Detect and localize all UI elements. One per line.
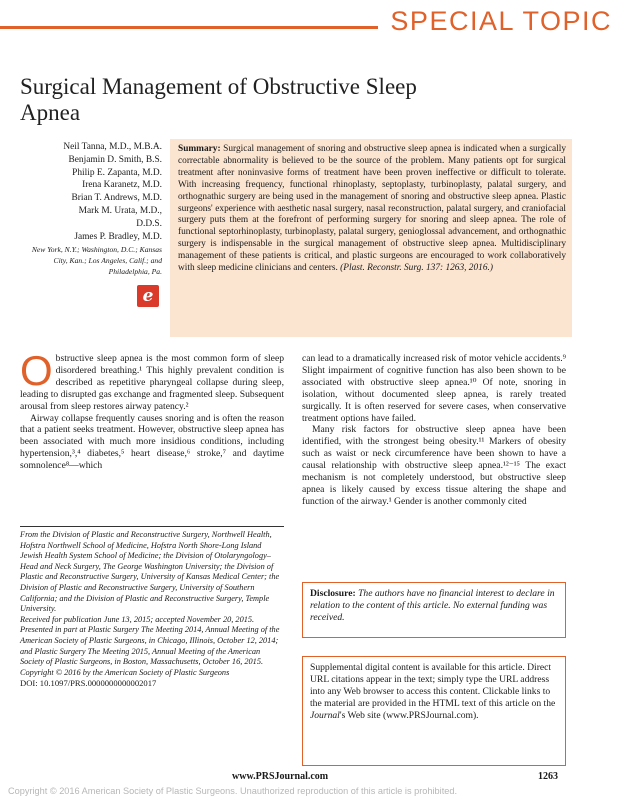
author-name: Philip E. Zapanta, M.D.	[72, 167, 162, 178]
affiliation-from: From the Division of Plastic and Reconstructive Surgery, Northwell Health, Hofstra Northwell School of Medicine, Hofstra North Shore-Long Island Jewish Health System School of Medicine; the Division of Otolaryngology–Head and Neck Surgery, The George Washington University; the Division of Plastic and Reconstructive Surgery, University of Kansas Medical Center; the Division of Plastic and Reconstructive Surgery, University of Southern California; and the Division of Plastic and Reconstructive Surgery, Temple University.	[20, 530, 280, 614]
summary-text: Surgical management of snoring and obstructive sleep apnea is indicated when a surgically correctable abnormality is believed to be the source of the problem. Many patients opt for surgical treatment after noninvasive forms of treatment have been proven ineffective or difficult to tolerate. With increasing frequency, functional rhinoplasty, septoplasty, turbinoplasty, palatal surgery, and orthognathic surgery are being used in the management of snoring and obstructive sleep apnea. Plastic surgeons' experience with aesthetic nasal surgery, nasal reconstruction, palatal surgery, and craniofacial surgery puts them at the forefront of performing surgery for snoring and sleep apnea. The role of functional septorhinoplasty, turbinoplasty, palatal surgery, genioglossal advancement, and orthognathic surgery is indispensable in the surgical management of obstructive sleep apnea. Multidisciplinary management of these patients is critical, and plastic surgeons are encouraged to work collaboratively with sleep medicine clinicians and centers.	[178, 144, 566, 274]
supplemental-content-box	[302, 656, 566, 766]
article-title: Surgical Management of Obstructive Sleep Apnea	[20, 74, 417, 125]
summary-citation: (Plast. Reconstr. Surg. 137: 1263, 2016.)	[340, 263, 493, 274]
drop-cap: O	[20, 347, 53, 394]
author-name: Benjamin D. Smith, B.S.	[68, 154, 162, 165]
author-name: Brian T. Andrews, M.D.	[71, 193, 162, 204]
disclosure-label: Disclosure:	[310, 588, 356, 599]
body-paragraph: Airway collapse frequently causes snoring and is often the reason that a patient seeks treatment. However, obstructive sleep apnea has been associated with much more insidious conditions, including hypertension,³,⁴ diabetes,⁵ heart disease,⁶ stroke,⁷ and daytime somnolence⁸—which	[20, 412, 284, 472]
abstract-box	[170, 139, 572, 337]
electronic-content-icon[interactable]: e	[137, 285, 159, 307]
section-banner	[0, 0, 618, 40]
author-name: Mark M. Urata, M.D.,	[78, 205, 162, 216]
author-name: Neil Tanna, M.D., M.B.A.	[63, 142, 162, 152]
summary-label: Summary:	[178, 144, 221, 154]
presented-note: Presented in part at Plastic Surgery The Meeting 2014, Annual Meeting of the American Society of Plastic Surgeons, in Chicago, Illinois, October 12, 2014; and Plastic Surgery The Meeting 2015, Annual Meeting of the American Society of Plastic Surgeons, in Boston, Massachusetts, October 16, 2015.	[20, 625, 280, 667]
copyright-note: Copyright © 2016 by the American Society of Plastic Surgeons	[20, 667, 230, 677]
footer-url[interactable]: www.PRSJournal.com	[232, 771, 329, 782]
journal-word: Journal	[310, 709, 340, 721]
body-column-left	[20, 347, 284, 472]
supplemental-link-text[interactable]: 's Web site (www.PRSJournal.com).	[339, 709, 479, 721]
doi-text[interactable]: DOI: 10.1097/PRS.0000000000002017	[20, 678, 157, 689]
affiliation-footnote	[20, 526, 284, 689]
disclosure-box	[302, 582, 566, 638]
author-locations: New York, N.Y.; Washington, D.C.; Kansas City, Kan.; Los Angeles, Calif.; and Philadelphia, Pa.	[31, 245, 162, 276]
body-paragraph: can lead to a dramatically increased risk of motor vehicle accidents.⁹ Slight impairment of cognitive function has also been shown to be associated with obstructive sleep apnea.¹⁰ Of note, snoring in isolation, without documented sleep apnea, is rarely treated surgically. It is often reserved for severe cases, when conservative treatment options have failed.	[302, 353, 566, 424]
author-name: James P. Bradley, M.D.	[74, 231, 162, 242]
copyright-watermark: Copyright © 2016 American Society of Plastic Surgeons. Unauthorized reproduction of this article is prohibited.	[8, 786, 458, 796]
page-number: 1263	[538, 771, 558, 782]
supplemental-text: Supplemental digital content is available for this article. Direct URL citations appear in the text; simply type the URL address into any Web browser to access this content. Clickable links to the material are provided in the HTML text of this article on the	[310, 662, 556, 709]
body-paragraph: Many risk factors for obstructive sleep apnea have been identified, with the strongest being obesity.¹¹ Markers of obesity such as waist or neck circumference have been shown to have a causal relationship with obstructive sleep apnea.¹²⁻¹⁵ The exact mechanism is not completely understood, but obstructive sleep apnea is likely caused by excess tissue altering the shape and function of the airway.¹ Gender is another commonly cited	[302, 424, 566, 507]
banner-label: SPECIAL TOPIC	[378, 4, 618, 36]
disclosure-text: The authors have no financial interest to declare in relation to the content of this article. No external funding was received.	[310, 588, 555, 623]
author-name: Irena Karanetz, M.D.	[82, 180, 162, 191]
body-column-right	[302, 353, 566, 508]
received-dates: Received for publication June 13, 2015; accepted November 20, 2015.	[20, 614, 255, 624]
body-paragraph: bstructive sleep apnea is the most common form of sleep disordered breathing.¹ This highly prevalent condition is described as repetitive pharyngeal collapse during sleep, leading to disrupted gas exchange and fragmented sleep. Subsequent arousal from sleep restores airway patency.²	[20, 353, 284, 412]
author-name: D.D.S.	[136, 218, 162, 229]
author-list	[20, 141, 162, 243]
